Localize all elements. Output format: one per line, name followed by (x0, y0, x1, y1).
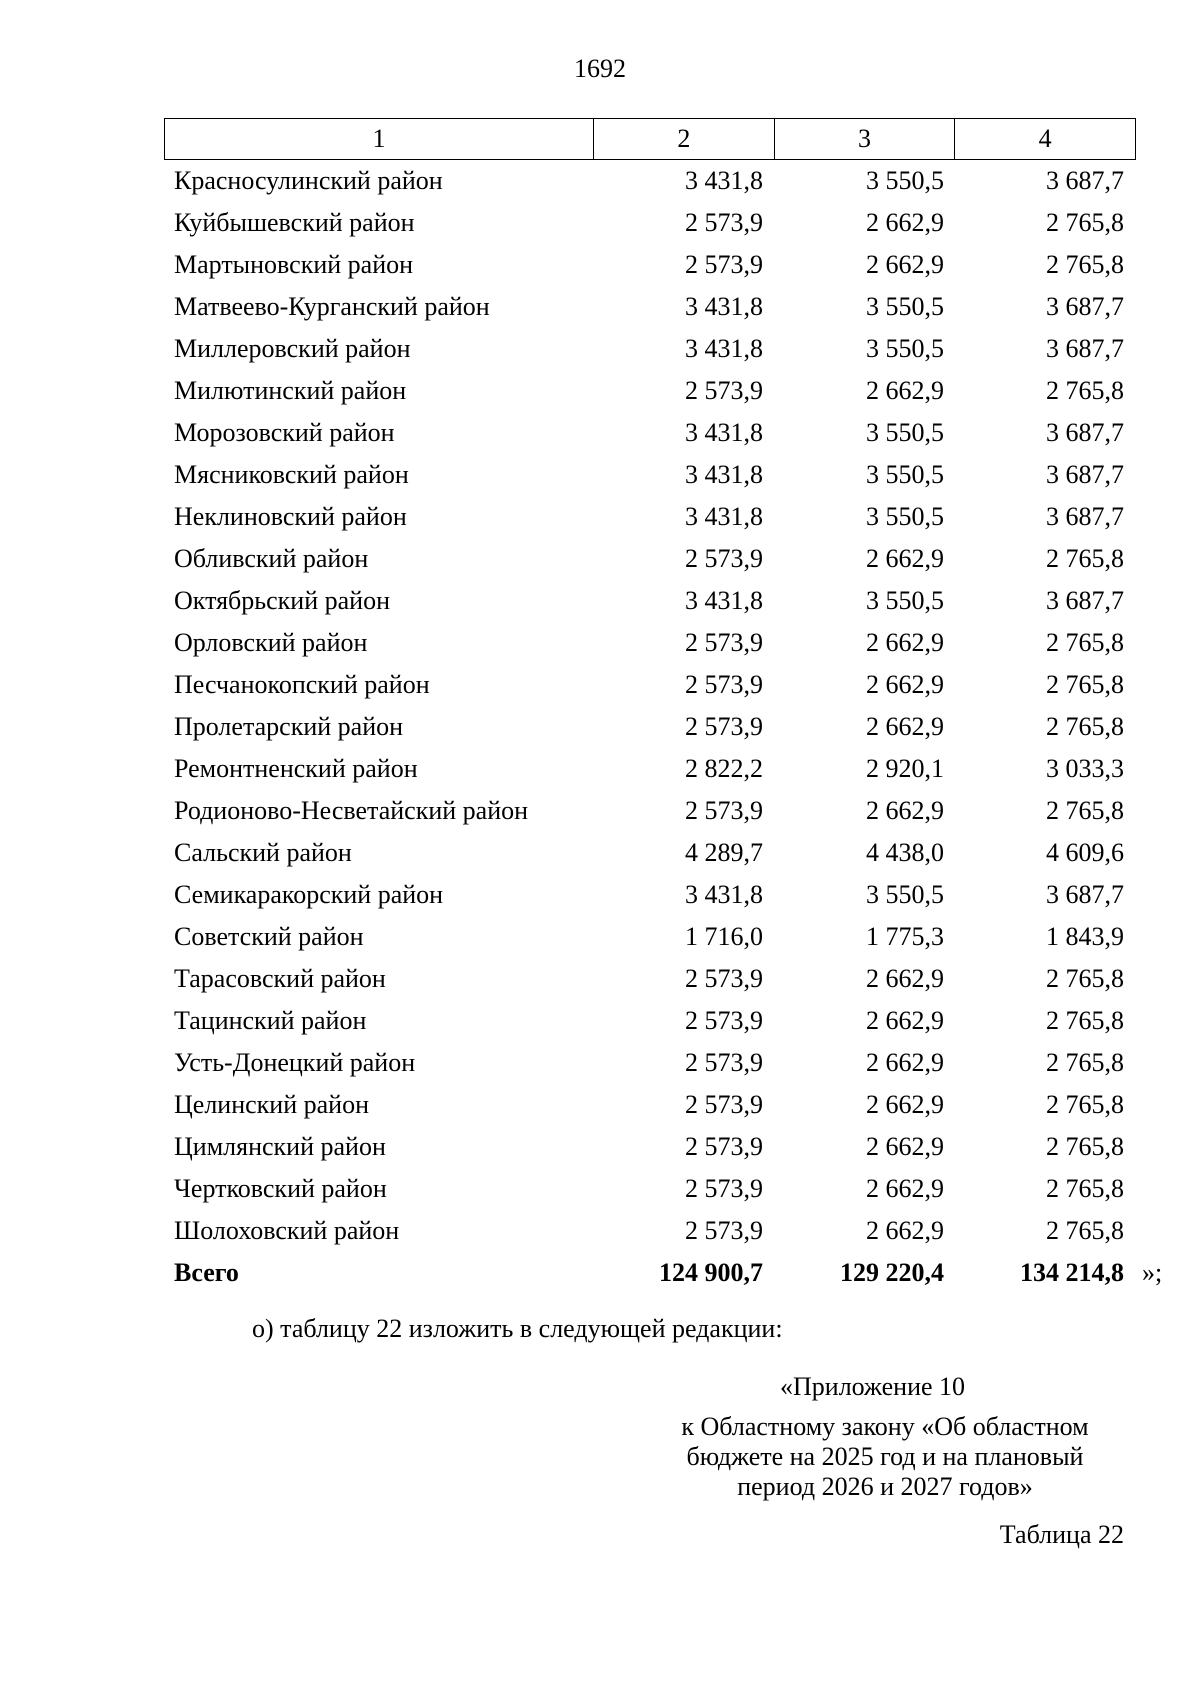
table-row (164, 244, 1136, 286)
district-name: Орловский район (174, 628, 368, 657)
value-col-4: 2 765,8 (1046, 964, 1124, 993)
appendix-line: период 2026 и 2027 годов» (737, 1472, 1033, 1501)
table-row (164, 454, 1136, 496)
value-col-3: 3 550,5 (866, 460, 944, 489)
district-name: Ремонтненский район (174, 754, 418, 783)
value-col-2: 3 431,8 (685, 460, 763, 489)
value-col-4: 3 687,7 (1046, 880, 1124, 909)
value-col-4: 2 765,8 (1046, 796, 1124, 825)
value-col-3: 2 662,9 (866, 964, 944, 993)
value-col-3: 3 550,5 (866, 292, 944, 321)
value-col-2: 2 573,9 (685, 1090, 763, 1119)
value-col-4: 3 687,7 (1046, 418, 1124, 447)
table-header (164, 118, 1136, 160)
value-col-3: 2 662,9 (866, 628, 944, 657)
table-row (164, 496, 1136, 538)
value-col-3: 2 662,9 (866, 1132, 944, 1161)
value-col-4: 2 765,8 (1046, 1132, 1124, 1161)
district-name: Советский район (174, 922, 364, 951)
header-cell-2: 2 (594, 119, 775, 159)
value-col-3: 2 662,9 (866, 208, 944, 237)
value-col-4: 3 687,7 (1046, 502, 1124, 531)
value-col-2: 3 431,8 (685, 502, 763, 531)
district-name: Семикаракорский район (174, 880, 444, 909)
value-col-2: 3 431,8 (685, 292, 763, 321)
value-col-4: 3 033,3 (1046, 754, 1124, 783)
table-row (164, 160, 1136, 202)
value-col-3: 3 550,5 (866, 334, 944, 363)
closing-quote: »; (1142, 1258, 1163, 1287)
value-col-2: 3 431,8 (685, 418, 763, 447)
value-col-2: 2 573,9 (685, 670, 763, 699)
value-col-3: 2 662,9 (866, 1174, 944, 1203)
value-col-2: 2 573,9 (685, 796, 763, 825)
value-col-3: 129 220,4 (840, 1258, 944, 1287)
table-row (164, 958, 1136, 1000)
value-col-2: 2 573,9 (685, 1048, 763, 1077)
value-col-3: 2 920,1 (866, 754, 944, 783)
value-col-4: 2 765,8 (1046, 1048, 1124, 1077)
value-col-3: 2 662,9 (866, 544, 944, 573)
district-name: Пролетарский район (174, 712, 404, 741)
value-col-3: 1 775,3 (866, 922, 944, 951)
value-col-3: 4 438,0 (866, 838, 944, 867)
value-col-3: 2 662,9 (866, 250, 944, 279)
district-name: Всего (174, 1258, 239, 1287)
value-col-3: 2 662,9 (866, 1090, 944, 1119)
value-col-4: 2 765,8 (1046, 544, 1124, 573)
district-name: Усть-Донецкий район (174, 1048, 416, 1077)
header-cell-4: 4 (1038, 124, 1052, 153)
value-col-3: 3 550,5 (866, 880, 944, 909)
value-col-4: 3 687,7 (1046, 460, 1124, 489)
value-col-4: 4 609,6 (1046, 838, 1124, 867)
value-col-2: 2 573,9 (685, 250, 763, 279)
district-name: Тарасовский район (174, 964, 386, 993)
appendix-caption (640, 1412, 1130, 1502)
value-col-2: 2 573,9 (685, 1174, 763, 1203)
value-col-3: 3 550,5 (866, 586, 944, 615)
district-name: Обливский район (174, 544, 369, 573)
table-row (164, 664, 1136, 706)
value-col-2: 2 573,9 (685, 544, 763, 573)
value-col-2: 2 573,9 (685, 1006, 763, 1035)
table-row (164, 748, 1136, 790)
district-name: Красносулинский район (174, 166, 443, 195)
district-name: Тацинский район (174, 1006, 367, 1035)
district-name: Цимлянский район (174, 1132, 386, 1161)
value-col-2: 4 289,7 (685, 838, 763, 867)
value-col-4: 2 765,8 (1046, 376, 1124, 405)
table-row (164, 412, 1136, 454)
appendix-title: «Приложение 10 (780, 1372, 966, 1401)
district-name: Шолоховский район (174, 1216, 400, 1245)
table-row (164, 370, 1136, 412)
value-col-2: 3 431,8 (685, 586, 763, 615)
value-col-3: 3 550,5 (866, 502, 944, 531)
value-col-2: 3 431,8 (685, 880, 763, 909)
value-col-3: 2 662,9 (866, 1048, 944, 1077)
value-col-2: 3 431,8 (685, 334, 763, 363)
table-row (164, 706, 1136, 748)
district-name: Чертковский район (174, 1174, 387, 1203)
value-col-2: 2 573,9 (685, 376, 763, 405)
table-row (164, 1084, 1136, 1126)
value-col-3: 2 662,9 (866, 712, 944, 741)
value-col-4: 2 765,8 (1046, 712, 1124, 741)
district-name: Мартыновский район (174, 250, 414, 279)
table-body (164, 160, 1163, 1294)
table-row (164, 916, 1136, 958)
table-row (164, 202, 1136, 244)
value-col-4: 2 765,8 (1046, 1006, 1124, 1035)
district-name: Куйбышевский район (174, 208, 415, 237)
value-col-2: 2 573,9 (685, 712, 763, 741)
district-name: Милютинский район (174, 376, 407, 405)
district-name: Мясниковский район (174, 460, 409, 489)
value-col-4: 134 214,8 (1020, 1258, 1124, 1287)
value-col-3: 2 662,9 (866, 796, 944, 825)
table-total-row (164, 1252, 1163, 1294)
table-label: Таблица 22 (999, 1520, 1124, 1549)
value-col-4: 3 687,7 (1046, 334, 1124, 363)
value-col-4: 2 765,8 (1046, 1216, 1124, 1245)
value-col-4: 2 765,8 (1046, 628, 1124, 657)
table-row (164, 832, 1136, 874)
value-col-3: 2 662,9 (866, 1216, 944, 1245)
table-row (164, 580, 1136, 622)
table-row (164, 1210, 1136, 1252)
value-col-2: 2 822,2 (685, 754, 763, 783)
value-col-2: 2 573,9 (685, 208, 763, 237)
value-col-2: 2 573,9 (685, 1216, 763, 1245)
district-name: Неклиновский район (174, 502, 407, 531)
table-row (164, 1126, 1136, 1168)
value-col-2: 2 573,9 (685, 1132, 763, 1161)
district-name: Сальский район (174, 838, 352, 867)
district-name: Морозовский район (174, 418, 395, 447)
district-name: Матвеево-Курганский район (174, 292, 490, 321)
value-col-2: 124 900,7 (659, 1258, 763, 1287)
value-col-4: 2 765,8 (1046, 1090, 1124, 1119)
table-row (164, 1000, 1136, 1042)
table-row (164, 328, 1136, 370)
district-name: Песчанокопский район (174, 670, 430, 699)
table-row (164, 790, 1136, 832)
appendix-line: бюджете на 2025 год и на плановый (686, 1442, 1084, 1471)
value-col-2: 3 431,8 (685, 166, 763, 195)
amendment-text: о) таблицу 22 изложить в следующей редакции: (252, 1314, 783, 1343)
value-col-3: 3 550,5 (866, 166, 944, 195)
value-col-2: 1 716,0 (685, 922, 763, 951)
page-number: 1692 (574, 54, 626, 83)
value-col-2: 2 573,9 (685, 964, 763, 993)
table-row (164, 1168, 1136, 1210)
table-row (164, 538, 1136, 580)
value-col-4: 2 765,8 (1046, 250, 1124, 279)
appendix-line: к Областному закону «Об областном (681, 1412, 1089, 1441)
value-col-4: 2 765,8 (1046, 670, 1124, 699)
value-col-3: 2 662,9 (866, 376, 944, 405)
value-col-3: 2 662,9 (866, 1006, 944, 1035)
value-col-3: 3 550,5 (866, 418, 944, 447)
table-row (164, 286, 1136, 328)
value-col-2: 2 573,9 (685, 628, 763, 657)
district-name: Миллеровский район (174, 334, 411, 363)
value-col-4: 1 843,9 (1046, 922, 1124, 951)
value-col-3: 2 662,9 (866, 670, 944, 699)
value-col-4: 2 765,8 (1046, 208, 1124, 237)
table-row (164, 1042, 1136, 1084)
table-row (164, 874, 1136, 916)
header-cell-3: 3 (775, 119, 956, 159)
district-name: Октябрьский район (174, 586, 390, 615)
header-cell-1: 1 (165, 119, 594, 159)
district-name: Целинский район (174, 1090, 369, 1119)
value-col-4: 3 687,7 (1046, 166, 1124, 195)
table-row (164, 622, 1136, 664)
district-name: Родионово-Несветайский район (174, 796, 529, 825)
value-col-4: 3 687,7 (1046, 292, 1124, 321)
value-col-4: 2 765,8 (1046, 1174, 1124, 1203)
value-col-4: 3 687,7 (1046, 586, 1124, 615)
